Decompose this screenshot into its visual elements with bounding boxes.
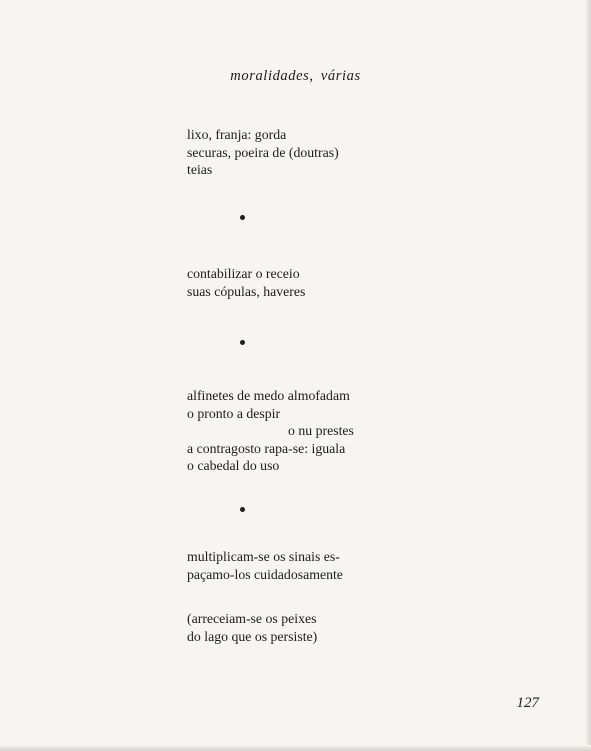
stanza-line: alfinetes de medo almofadam <box>187 388 350 403</box>
stanza-line: multiplicam-se os sinais es- <box>187 549 340 564</box>
stanza-line-indented: o nu prestes <box>288 423 354 439</box>
section-separator-bullet <box>240 340 245 345</box>
page-number: 127 <box>516 695 539 711</box>
stanza-3 <box>187 387 354 475</box>
stanza-line: o cabedal do uso <box>187 458 280 474</box>
stanza-line: do lago que os persiste) <box>187 628 318 644</box>
stanza-line: teias <box>187 162 213 178</box>
stanza-line: o pronto a despir <box>187 405 281 421</box>
stanza-line: a contragosto rapa-se: iguala <box>187 440 346 456</box>
stanza-2 <box>187 265 305 300</box>
stanza-line: securas, poeira de (doutras) <box>187 144 339 160</box>
stanza-line: suas cópulas, haveres <box>187 283 306 299</box>
page-edge-shadow <box>585 0 591 751</box>
stanza-line: contabilizar o receio <box>187 266 300 281</box>
running-head: moralidades, várias <box>230 68 361 84</box>
stanza-line: paçamo-los cuidadosamente <box>187 566 343 582</box>
stanza-1 <box>187 126 339 179</box>
stanza-5 <box>187 610 317 645</box>
stanza-line: lixo, franja: gorda <box>187 127 287 142</box>
stanza-line: (arreceiam-se os peixes <box>187 611 317 626</box>
page-edge-shadow <box>0 745 591 751</box>
section-separator-bullet <box>240 215 245 220</box>
section-separator-bullet <box>240 507 245 512</box>
stanza-4 <box>187 548 343 583</box>
